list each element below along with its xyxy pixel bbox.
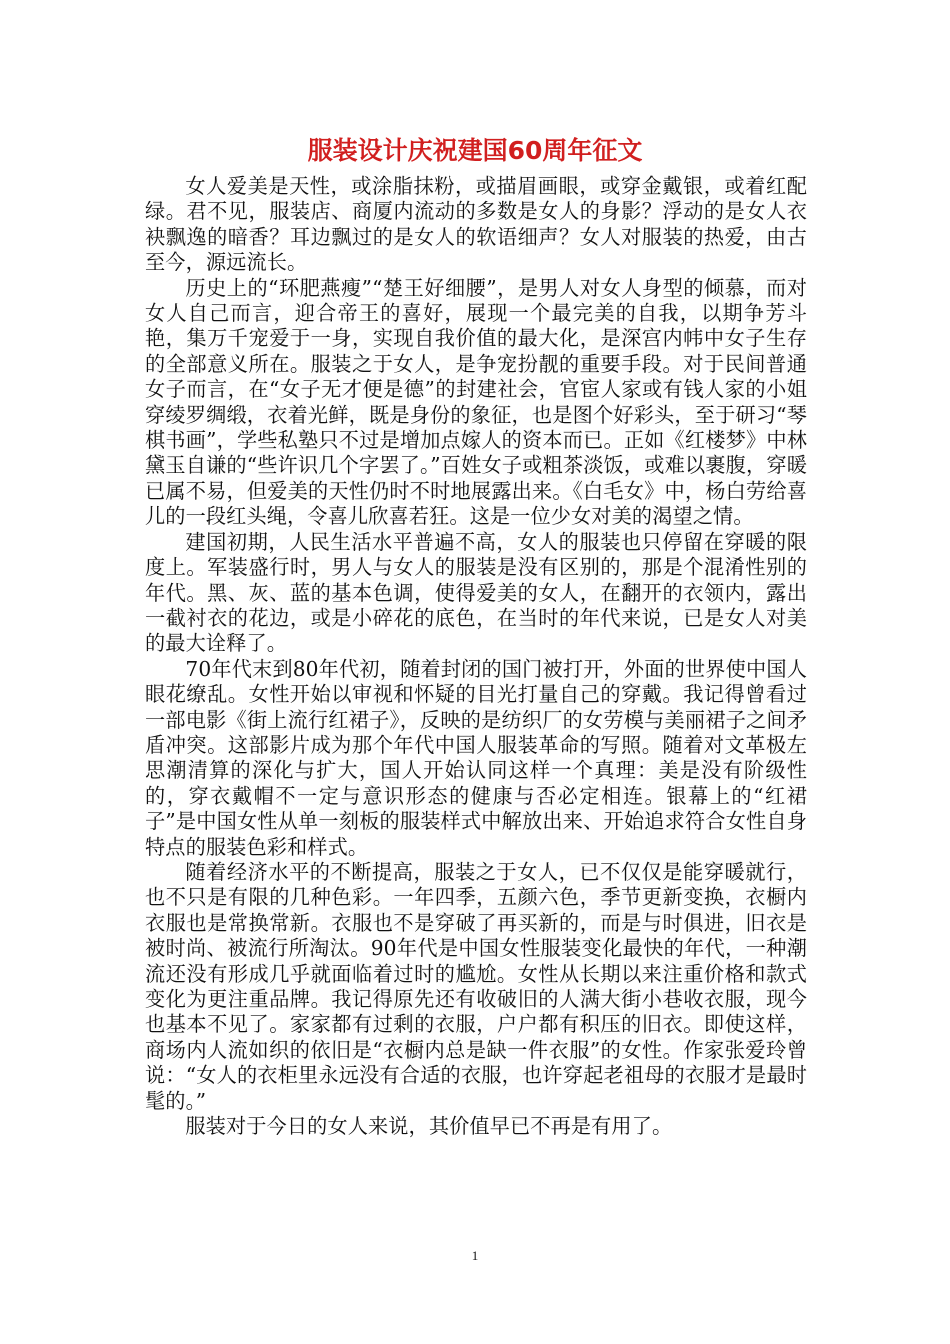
paragraph-early-republic: 建国初期，人民生活水平普遍不高，女人的服装也只停留在穿暖的限度上。军装盛行时，男人与女人的服装是没有区别的，那是个混淆性别的年代。黑、灰、蓝的基本色调，使得爱美的女人，在翻开的衣领内，露出一截衬衣的花边，或是小碎花的底色，在当时的年代来说，已是女人对美的最大诠释了。 xyxy=(145,529,807,656)
document-title: 服装设计庆祝建国60周年征文 xyxy=(307,136,643,165)
paragraph-history: 历史上的“环肥燕瘦”“楚王好细腰”，是男人对女人身型的倾慕，而对女人自己而言，迎合帝王的喜好，展现一个最完美的自我，以期争芳斗艳，集万千宠爱于一身，实现自我价值的最大化，是深宫内帏中女子生存的全部意义所在。服装之于女人，是争宠扮靓的重要手段。对于民间普通女子而言，在“女子无才便是德”的封建社会，官宦人家或有钱人家的小姐穿绫罗绸缎，衣着光鲜，既是身份的象征，也是图个好彩头，至于研习“琴棋书画”，学些私塾只不过是增加点嫁人的资本而已。正如《红楼梦》中林黛玉自谦的“些许识几个字罢了。”百姓女子或粗茶淡饭，或难以裹腹，穿暖已属不易，但爱美的天性仍时不时地展露出来。《白毛女》中，杨白劳给喜儿的一段红头绳，令喜儿欣喜若狂。这是一位少女对美的渴望之情。 xyxy=(145,275,807,529)
paragraph-70s-80s: 70年代末到80年代初，随着封闭的国门被打开，外面的世界使中国人眼花缭乱。女性开始以审视和怀疑的目光打量自己的穿戴。我记得曾看过一部电影《街上流行红裙子》，反映的是纺织厂的女劳模与美丽裙子之间矛盾冲突。这部影片成为那个年代中国人服装革命的写照。随着对文革极左思潮清算的深化与扩大，国人开始认同这样一个真理：美是没有阶级性的，穿衣戴帽不一定与意识形态的健康与否必定相连。银幕上的“红裙子”是中国女性从单一刻板的服装样式中解放出来、开始追求符合女性自身特点的服装色彩和样式。 xyxy=(145,656,807,859)
paragraph-intro: 女人爱美是天性，或涂脂抹粉，或描眉画眼，或穿金戴银，或着红配绿。君不见，服装店、商厦内流动的多数是女人的身影？浮动的是女人衣袂飘逸的暗香？耳边飘过的是女人的软语细声？女人对服装的热爱，由古至今，源远流长。 xyxy=(145,174,807,275)
paragraph-economic-growth: 随着经济水平的不断提高，服装之于女人，已不仅仅是能穿暖就行，也不只是有限的几种色彩。一年四季，五颜六色，季节更新变换，衣橱内衣服也是常换常新。衣服也不是穿破了再买新的，而是与时俱进，旧衣是被时尚、被流行所淘汰。90年代是中国女性服装变化最快的年代，一种潮流还没有形成几乎就面临着过时的尴尬。女性从长期以来注重价格和款式变化为更注重品牌。我记得原先还有收破旧的人满大街小巷收衣服，现今也基本不见了。家家都有过剩的衣服，户户都有积压的旧衣。即使这样，商场内人流如织的依旧是“衣橱内总是缺一件衣服”的女性。作家张爱玲曾说：“女人的衣柜里永远没有合适的衣服，也许穿起老祖母的衣服才是最时髦的。” xyxy=(145,859,807,1113)
page-number: 1 xyxy=(471,1248,479,1263)
document-body xyxy=(145,174,807,1139)
paragraph-today: 服装对于今日的女人来说，其价值早已不再是有用了。 xyxy=(185,1114,673,1139)
